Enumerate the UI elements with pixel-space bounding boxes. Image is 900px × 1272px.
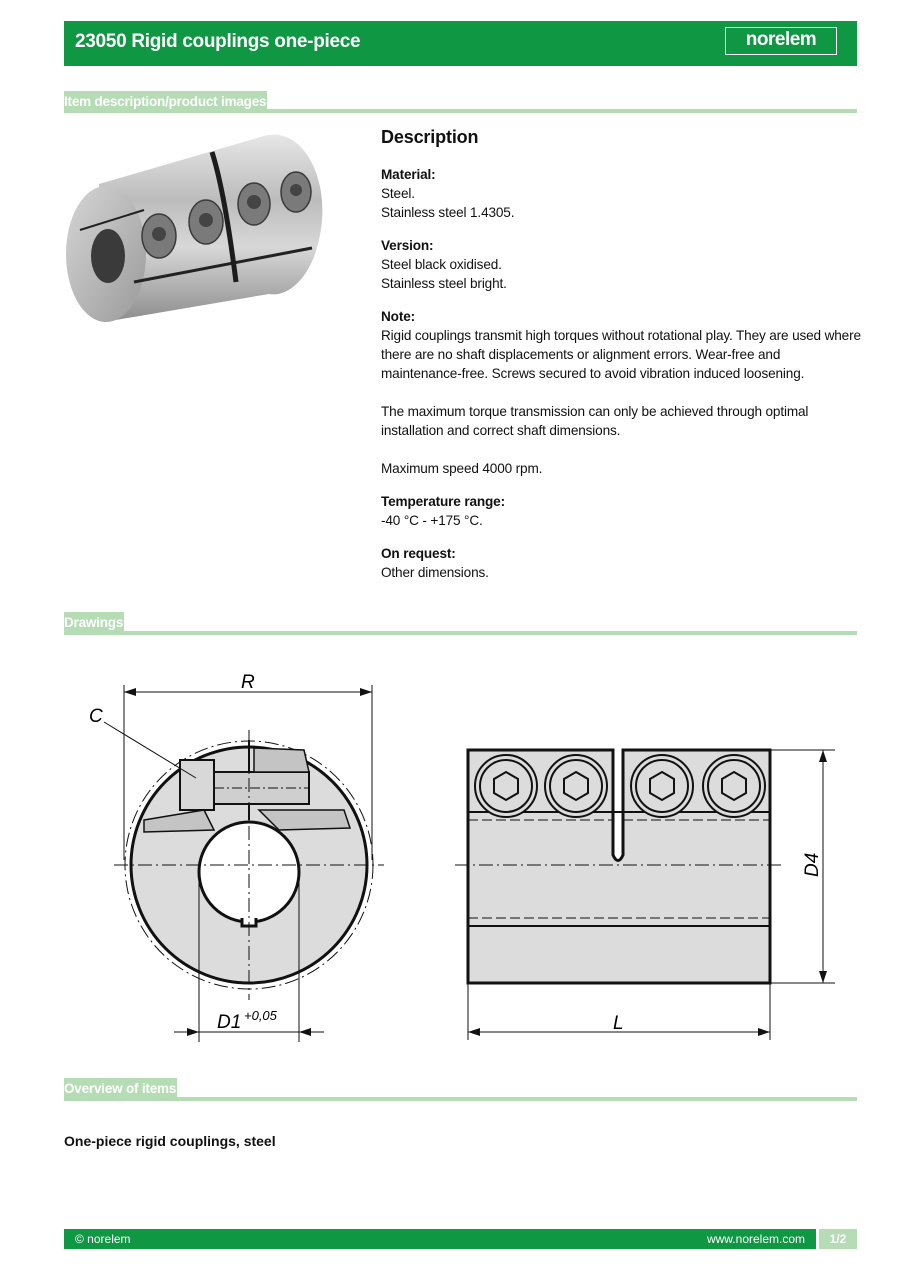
side-view-drawing xyxy=(450,740,845,1045)
dimension-label-r: R xyxy=(241,672,255,693)
page-number: 1/2 xyxy=(816,1229,857,1249)
note-label: Note: xyxy=(381,309,415,324)
temperature-value: -40 °C - +175 °C. xyxy=(381,513,483,528)
material-line: Stainless steel 1.4305. xyxy=(381,205,515,220)
note-paragraph: Maximum speed 4000 rpm. xyxy=(381,461,543,476)
note-block xyxy=(381,307,861,478)
version-block xyxy=(381,236,861,293)
request-block xyxy=(381,544,861,582)
dimension-label-d1: D1 xyxy=(217,1012,242,1033)
note-paragraph: The maximum torque transmission can only be achieved through optimal installation and correct shaft dimensions. xyxy=(381,404,809,438)
overview-title: One-piece rigid couplings, steel xyxy=(64,1133,276,1149)
dimension-label-d1-tolerance: +0,05 xyxy=(244,1008,277,1023)
dimension-label-l: L xyxy=(613,1013,624,1034)
material-block xyxy=(381,165,861,222)
version-line: Stainless steel bright. xyxy=(381,276,507,291)
version-line: Steel black oxidised. xyxy=(381,257,502,272)
request-label: On request: xyxy=(381,546,456,561)
section-divider xyxy=(64,1097,857,1101)
note-paragraph: Rigid couplings transmit high torques without rotational play. They are used where there are no shaft displacements or alignment errors. Wear-free and maintenance-free. Screws secured to avoid vibration induced loosening. xyxy=(381,328,861,381)
page-footer xyxy=(64,1229,857,1249)
front-view-drawing xyxy=(64,660,394,1060)
norelem-logo: norelem xyxy=(725,27,837,55)
footer-website-link[interactable]: www.norelem.com xyxy=(706,1232,805,1246)
dimension-label-c: C xyxy=(89,706,103,727)
dimension-label-d4: D4 xyxy=(802,852,823,877)
section-divider xyxy=(64,631,857,635)
page-title: 23050 Rigid couplings one-piece xyxy=(75,31,361,52)
material-line: Steel. xyxy=(381,186,415,201)
page-header xyxy=(64,21,857,66)
section-label-item-description: Item description/product images xyxy=(64,91,267,111)
temperature-label: Temperature range: xyxy=(381,494,505,509)
product-image xyxy=(64,130,324,326)
description-panel xyxy=(381,128,861,596)
description-heading: Description xyxy=(381,127,479,147)
temperature-block xyxy=(381,492,861,530)
material-label: Material: xyxy=(381,167,436,182)
version-label: Version: xyxy=(381,238,434,253)
section-label-overview: Overview of items xyxy=(64,1078,177,1098)
footer-copyright: © norelem xyxy=(75,1232,131,1246)
request-value: Other dimensions. xyxy=(381,565,489,580)
section-label-drawings: Drawings xyxy=(64,612,124,632)
